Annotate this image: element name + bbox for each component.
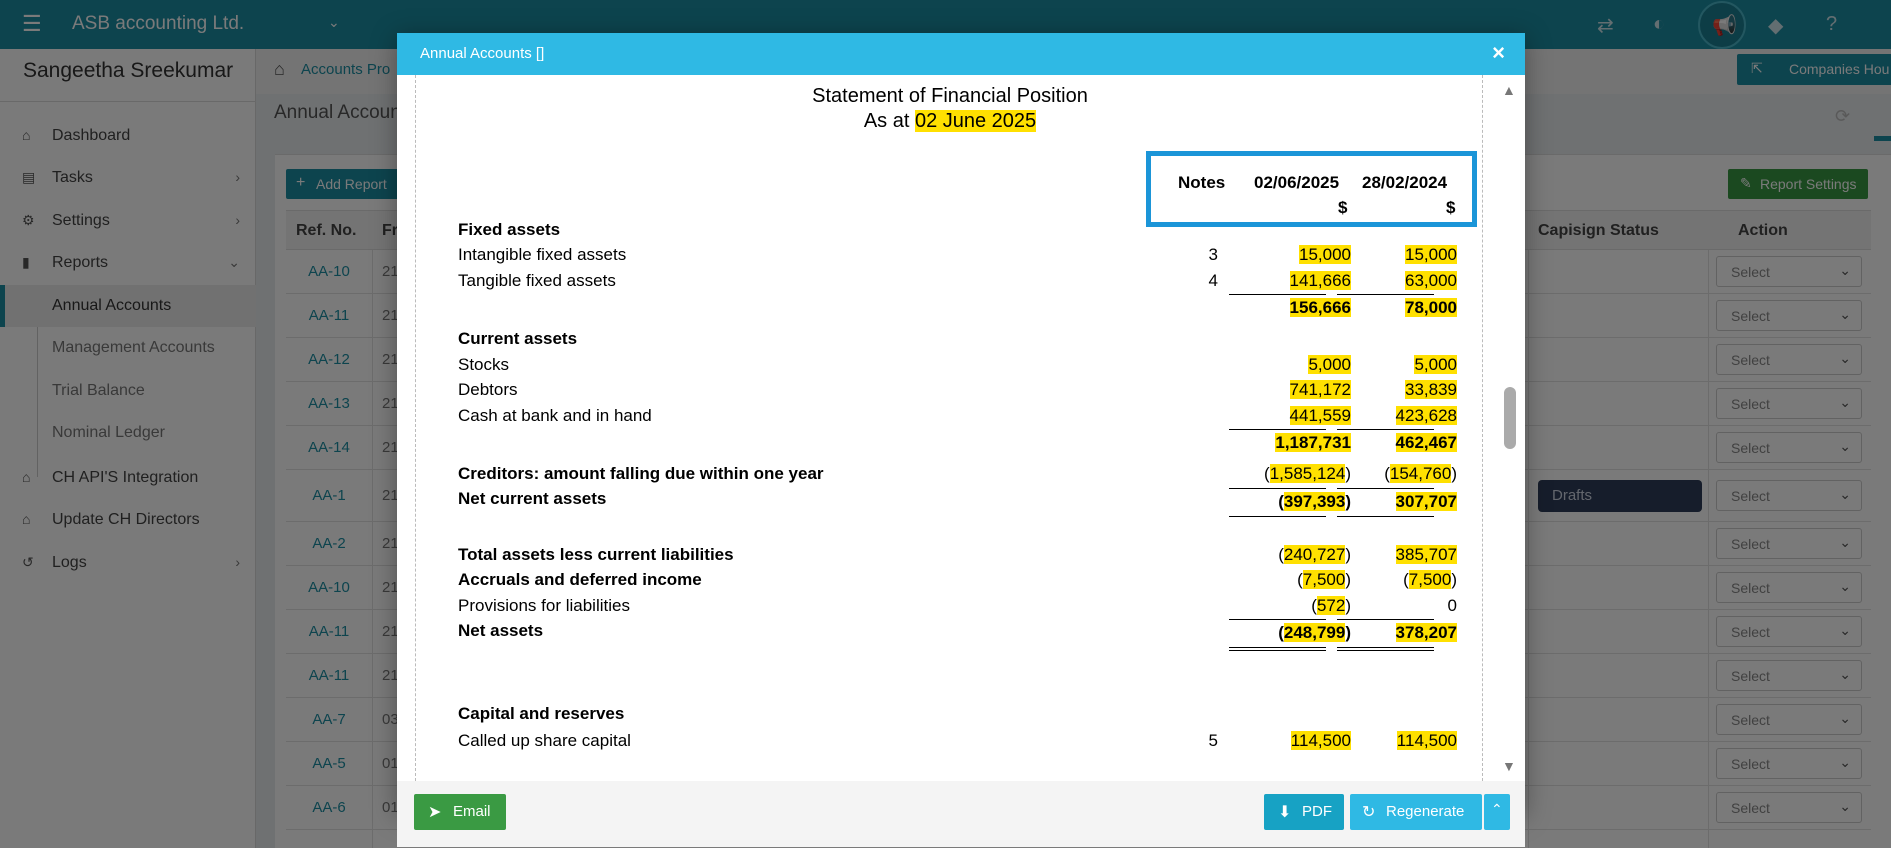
net-current-assets-current: 397,393 [1283,492,1346,511]
subtotal-rule [1229,488,1326,489]
subtotal-rule [1229,429,1326,430]
provisions-label: Provisions for liabilities [458,596,630,615]
pdf-button[interactable] [1264,794,1344,830]
subtotal-rule [1229,294,1326,295]
intangible-note: 3 [1208,245,1218,264]
fixed-assets-total-current: 156,666 [1289,298,1351,317]
report-preview: Statement of Financial Position As at 02 June 2025 Notes 02/06/2025 28/02/2024 $ $ Fixed assets Intangible fixed assets 3 15,000 15,000 Tangible fixed assets 4 141,666 63,000 156,666 78,000 Current assets Stocks 5,000 5,000 Debtors 741,172 33,839 Cash at bank and in hand 441,559 423,628 1,187,731 462,467 Creditors: amount falling due within one year (1,585,124) (154,760) Net current assets (397,393) 307,707 Total assets less current liabilities (240,727) 385,707 Accruals and deferred income (7,500) (7,500) Provisions for liabilities (572) 0 Net assets (248,799) 378,207 Capital and reserves Called up share capital 5 114,500 114,500 [415,75,1483,781]
total-assets-less-cl-prior: 385,707 [1395,545,1457,564]
period-header-prior: 28/02/2024 [1362,173,1448,192]
net-assets-label: Net assets [458,621,544,640]
period-header-current: 02/06/2025 [1254,173,1340,192]
currency-current: $ [1338,198,1348,217]
scrollbar-thumb[interactable] [1504,387,1516,449]
chevron-up-icon: ⌃ [1491,801,1503,817]
subtotal-rule [1337,429,1434,430]
provisions-prior: 0 [1447,596,1457,615]
net-current-assets-label: Net current assets [458,489,607,508]
as-at-label: As at [863,110,910,132]
refresh-icon: ↻ [1362,804,1376,821]
notes-header: Notes [1178,173,1226,192]
scroll-up-icon[interactable]: ▲ [1502,82,1516,98]
current-assets-heading: Current assets [458,329,578,348]
tangible-prior: 63,000 [1405,271,1457,290]
total-assets-less-cl-current: 240,727 [1283,545,1346,564]
stocks-current: 5,000 [1308,355,1351,374]
current-assets-total-current: 1,187,731 [1275,433,1351,452]
called-up-prior: 114,500 [1396,731,1457,750]
cash-prior: 423,628 [1395,406,1457,425]
called-up-label: Called up share capital [458,731,631,750]
preview-scrollbar[interactable] [1495,75,1525,781]
subtotal-rule [1337,516,1434,517]
accruals-prior: 7,500 [1408,570,1452,589]
button-label: Regenerate [1386,803,1465,820]
subtotal-rule [1337,488,1434,489]
debtors-label: Debtors [458,380,518,399]
net-assets-current: 248,799 [1283,623,1346,642]
send-icon: ➤ [428,804,442,821]
total-double-rule [1337,647,1434,651]
button-label: Email [453,803,491,820]
net-current-assets-prior: 307,707 [1395,492,1457,511]
cash-current: 441,559 [1289,406,1351,425]
tangible-current: 141,666 [1289,271,1351,290]
modal-title: Annual Accounts [] [420,45,545,62]
modal-header [397,33,1525,75]
called-up-current: 114,500 [1290,731,1351,750]
total-double-rule [1229,647,1326,651]
intangible-current: 15,000 [1299,245,1351,264]
download-icon: ⬇ [1278,804,1292,821]
stocks-label: Stocks [458,355,510,374]
regenerate-button[interactable] [1350,794,1482,830]
button-label: PDF [1302,803,1332,820]
tangible-note: 4 [1208,271,1218,290]
fixed-assets-heading: Fixed assets [458,220,561,239]
subtotal-rule [1337,619,1434,620]
intangible-prior: 15,000 [1405,245,1457,264]
annual-accounts-modal [397,33,1525,821]
tangible-label: Tangible fixed assets [458,271,616,290]
statement-date-line [416,110,1483,133]
email-button[interactable] [414,794,506,830]
intangible-label: Intangible fixed assets [458,245,627,264]
column-header-box [1146,151,1477,227]
statement-title: Statement of Financial Position [812,85,1088,107]
accruals-label: Accruals and deferred income [458,570,702,589]
subtotal-rule [1337,294,1434,295]
currency-prior: $ [1446,198,1456,217]
debtors-current: 741,172 [1289,380,1351,399]
creditors-label: Creditors: amount falling due within one year [458,464,824,483]
subtotal-rule [1229,619,1326,620]
subtotal-rule [1229,516,1326,517]
stocks-prior: 5,000 [1414,355,1457,374]
creditors-current: 1,585,124 [1269,464,1346,483]
debtors-prior: 33,839 [1405,380,1457,399]
net-assets-prior: 378,207 [1395,623,1457,642]
capital-reserves-heading: Capital and reserves [458,704,625,723]
accruals-current: 7,500 [1302,570,1346,589]
cash-label: Cash at bank and in hand [458,406,652,425]
current-assets-total-prior: 462,467 [1395,433,1457,452]
creditors-prior: 154,760 [1389,464,1452,483]
close-icon[interactable]: × [1492,40,1505,65]
as-at-date: 02 June 2025 [914,110,1037,132]
called-up-note: 5 [1208,731,1218,750]
fixed-assets-total-prior: 78,000 [1405,298,1457,317]
scroll-down-icon[interactable]: ▼ [1502,758,1516,774]
modal-footer [397,781,1525,847]
total-assets-less-cl-label: Total assets less current liabilities [458,545,734,564]
provisions-current: 572 [1316,596,1346,615]
regenerate-dropdown-toggle[interactable] [1484,794,1510,830]
